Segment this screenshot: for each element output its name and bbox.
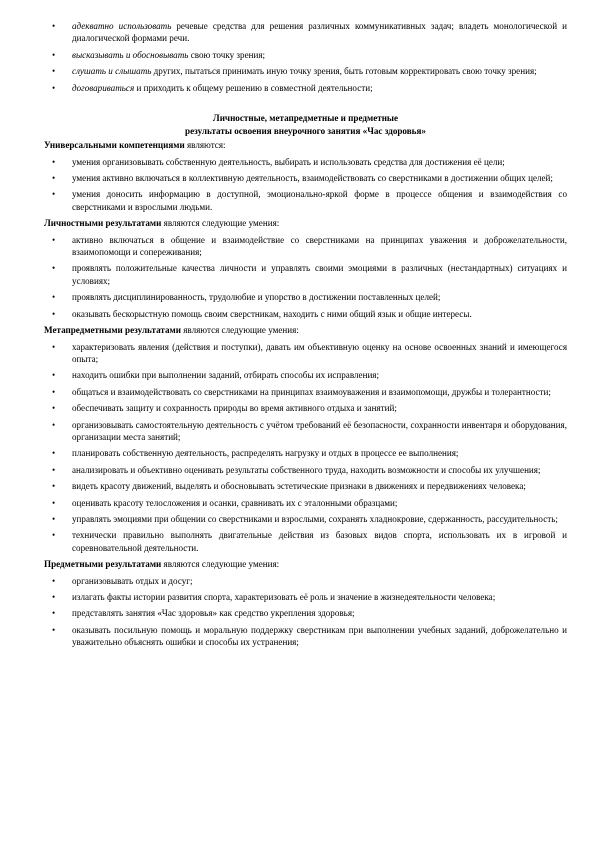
bullet-icon: • [52, 608, 56, 619]
section-lead [44, 139, 567, 151]
list-item [44, 591, 567, 603]
bullet-icon: • [52, 575, 56, 586]
list-item-text: организовывать самостоятельную деятельность с учётом требований её безопасности, сохранности инвентаря и оборудования, организации места занятий; [72, 419, 567, 442]
section-list [44, 234, 567, 320]
bullet-icon: • [52, 497, 56, 508]
list-item-text: проявлять дисциплинированность, трудолюбие и упорство в достижении поставленных целей; [72, 292, 441, 303]
section-lead-term: Метапредметными результатами [44, 325, 181, 336]
list-item-text: планировать собственную деятельность, распределять нагрузку и отдых в процессе ее выполнения; [72, 448, 459, 459]
bullet-icon: • [52, 624, 56, 635]
bullet-icon: • [52, 403, 56, 414]
bullet-icon: • [52, 156, 56, 167]
list-item-text: активно включаться в общение и взаимодействие со сверстниками на принципах уважения и доброжелательности, взаимопомощи и сопереживания; [72, 234, 567, 258]
section-lead [44, 558, 567, 570]
list-item-text: характеризовать явления (действия и поступки), давать им объективную оценку на основе освоенных знаний и имеющегося опыта; [72, 341, 567, 364]
bullet-icon: • [52, 341, 56, 352]
bullet-icon: • [52, 386, 56, 397]
section-heading [44, 112, 567, 137]
list-item: • высказывать и обосновывать свою точку зрения; [52, 49, 266, 60]
bullet-icon: • [52, 234, 56, 245]
list-item [44, 369, 567, 381]
list-item-text: технически правильно выполнять двигательные действия из базовых видов спорта, использовать их в игровой и соревновательной деятельности. [72, 530, 567, 553]
bullet-icon: • [52, 419, 56, 430]
list-item-text: умения организовывать собственную деятельность, выбирать и использовать средства для достижения её цели; [72, 156, 505, 167]
bullet-icon: • [52, 21, 56, 31]
bullet-icon: • [52, 592, 56, 602]
bullet-icon: • [52, 189, 56, 200]
bullet-icon: • [52, 173, 56, 184]
section-lead-term: Личностными результатами [44, 218, 162, 229]
section-lead-term: Предметными результатами [44, 559, 162, 570]
list-item-text: проявлять положительные качества личности и управлять своими эмоциями в различных (нестандартных) ситуациях и условиях; [72, 263, 567, 286]
list-item [44, 234, 567, 259]
list-item-text: оценивать красоту телосложения и осанки, сравнивать их с эталонными образцами; [72, 497, 398, 508]
list-item-text: умения доносить информацию в доступной, эмоционально-яркой форме в процессе общения и взаимодействия со сверстниками и взрослыми людьми. [72, 189, 567, 212]
list-item [44, 291, 567, 303]
bullet-icon: • [52, 66, 56, 77]
list-item [44, 513, 567, 525]
list-item-text: находить ошибки при выполнении заданий, отбирать способы их исправления; [72, 370, 380, 381]
bullet-icon: • [52, 370, 56, 381]
list-item-text: представлять занятия «Час здоровья» как средство укрепления здоровья; [72, 608, 355, 619]
section-list [44, 156, 567, 214]
bullet-icon: • [52, 82, 56, 93]
list-item [44, 172, 567, 184]
list-item [44, 188, 567, 213]
list-item [44, 464, 567, 476]
section-lead [44, 217, 567, 229]
list-item-text: управлять эмоциями при общении со сверстниками и взрослыми, сохранять хладнокровие, сдержанность, рассудительность; [72, 513, 558, 524]
section-list [44, 341, 567, 555]
list-item [44, 156, 567, 168]
bullet-icon: • [52, 530, 56, 541]
list-item-text: видеть красоту движений, выделять и обосновывать эстетические признаки в движениях и передвижениях человека; [72, 481, 526, 492]
bullet-icon: • [52, 292, 56, 303]
list-item [44, 447, 567, 459]
list-item [44, 529, 567, 554]
heading-line-1: Личностные, метапредметные и предметные [212, 113, 399, 124]
bullet-icon: • [52, 308, 56, 319]
section-lead-text: являются: [184, 140, 226, 151]
section-lead [44, 324, 567, 336]
list-item [44, 575, 567, 587]
results-sections [44, 139, 567, 648]
list-item [44, 419, 567, 444]
list-item [44, 341, 567, 366]
section-list [44, 575, 567, 649]
list-item-text: анализировать и объективно оценивать результаты собственного труда, находить возможности и способы их улучшения; [72, 464, 541, 475]
section-lead-text: являются следующие умения: [161, 218, 280, 229]
bullet-icon: • [52, 49, 56, 60]
list-item: • слушать и слышать других, пытаться принимать иную точку зрения, быть готовым корректировать свою точку зрения; [52, 66, 537, 77]
list-item-text: организовывать отдых и досуг; [72, 575, 193, 586]
list-item [44, 480, 567, 492]
section-lead-text: являются следующие умения: [180, 325, 299, 336]
list-item [44, 262, 567, 287]
list-item-text: оказывать посильную помощь и моральную поддержку сверстникам при выполнении учебных заданий, доброжелательно и уважительно объяснять ошибки и способы их устранения; [72, 624, 567, 648]
bullet-icon: • [52, 448, 56, 459]
list-item-text: обеспечивать защиту и сохранность природы во время активного отдыха и занятий; [72, 403, 397, 414]
list-item-text: умения активно включаться в коллективную деятельность, взаимодействовать со сверстниками в достижении общих целей; [72, 173, 553, 184]
bullet-icon: • [52, 263, 56, 274]
list-item [44, 386, 567, 398]
bullet-icon: • [52, 481, 56, 492]
list-item-text: излагать факты истории развития спорта, характеризовать её роль и значение в жизнедеятельности человека; [72, 592, 496, 602]
list-item [44, 497, 567, 509]
list-item [44, 308, 567, 320]
list-item-text: оказывать бескорыстную помощь своим сверстникам, находить с ними общий язык и общие интересы. [72, 308, 472, 319]
section-lead-text: являются следующие умения: [161, 559, 280, 570]
list-item [44, 624, 567, 649]
section-lead-term: Универсальными компетенциями [44, 140, 185, 151]
list-item: • адекватно использовать речевые средства для решения различных коммуникативных задач; владеть монологической и диалогической формами речи. [52, 21, 567, 44]
list-item [44, 607, 567, 619]
list-item [44, 402, 567, 414]
bullet-icon: • [52, 513, 56, 524]
list-item-text: общаться и взаимодействовать со сверстниками на принципах взаимоуважения и взаимопомощи, дружбы и толерантности; [72, 386, 551, 397]
bullet-icon: • [52, 464, 56, 475]
list-item: • договариваться и приходить к общему решению в совместной деятельности; [52, 82, 373, 93]
intro-list [44, 20, 567, 94]
heading-line-2: результаты освоения внеурочного занятия «Час здоровья» [185, 125, 426, 136]
